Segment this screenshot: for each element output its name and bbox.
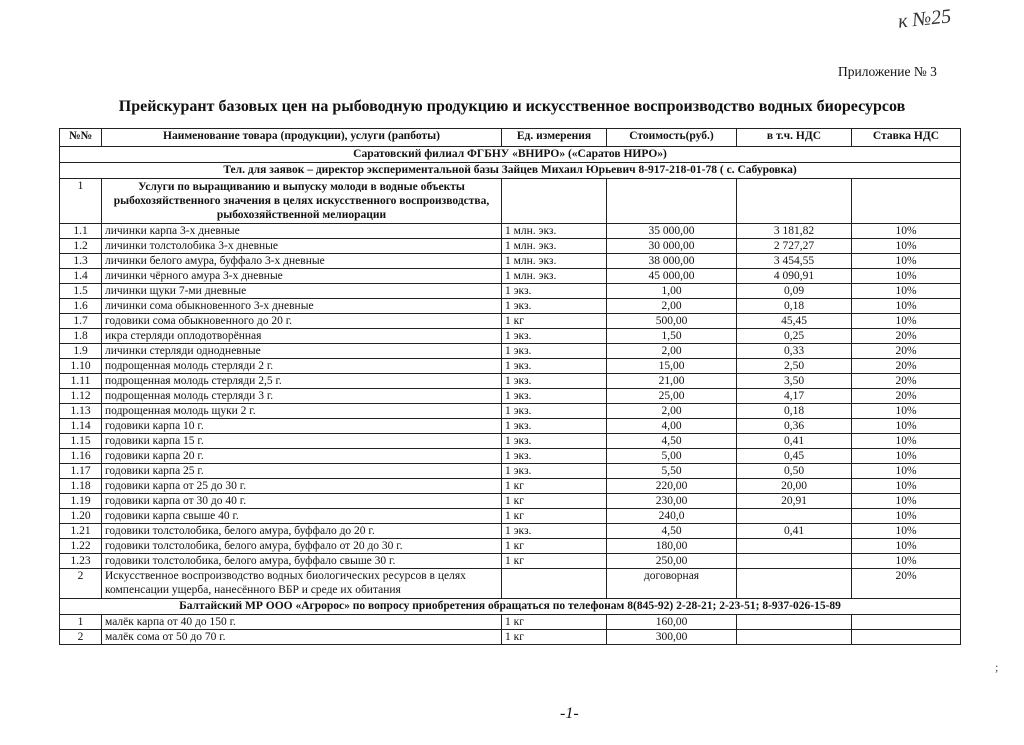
row-name: личинки чёрного амура 3-х дневные — [102, 269, 502, 284]
table-row — [60, 374, 961, 389]
empty-cell — [737, 569, 852, 599]
row-price: 160,00 — [607, 615, 737, 630]
row-number: 1.3 — [60, 254, 102, 269]
row-rate: 10% — [852, 494, 961, 509]
row-vat: 20,00 — [737, 479, 852, 494]
row-unit: 1 экз. — [502, 374, 607, 389]
table-row — [60, 224, 961, 239]
col-header-name: Наименование товара (продукции), услуги (рапботы) — [102, 129, 502, 147]
row-name: личинки белого амура, буффало 3-х дневные — [102, 254, 502, 269]
table-row — [60, 299, 961, 314]
row-vat — [737, 615, 852, 630]
service2-name: Искусственное воспроизводство водных биологических ресурсов в целях компенсации ущерба, нанесённого ВБР и среде их обитания — [102, 569, 502, 599]
handwritten-note: к №25 — [896, 5, 953, 33]
row-vat: 0,41 — [737, 434, 852, 449]
service-row — [60, 179, 961, 224]
empty-cell — [607, 179, 737, 224]
row-vat: 0,33 — [737, 344, 852, 359]
row-price: 180,00 — [607, 539, 737, 554]
table-row — [60, 419, 961, 434]
row-unit: 1 млн. экз. — [502, 254, 607, 269]
row-rate: 10% — [852, 464, 961, 479]
table-row — [60, 329, 961, 344]
row-vat — [737, 509, 852, 524]
row-number: 1.19 — [60, 494, 102, 509]
row-vat: 3 454,55 — [737, 254, 852, 269]
table-row — [60, 314, 961, 329]
col-header-number: №№ — [60, 129, 102, 147]
row-rate: 10% — [852, 509, 961, 524]
stray-mark: ; — [995, 660, 999, 674]
col-header-unit: Ед. измерения — [502, 129, 607, 147]
service2-rate: 20% — [852, 569, 961, 599]
row-rate: 10% — [852, 314, 961, 329]
row-name: подрощенная молодь стерляди 2,5 г. — [102, 374, 502, 389]
table-row — [60, 524, 961, 539]
col-header-vat: в т.ч. НДС — [737, 129, 852, 147]
row-name: малёк сома от 50 до 70 г. — [102, 630, 502, 645]
table-row — [60, 464, 961, 479]
row-unit: 1 экз. — [502, 299, 607, 314]
row-name: годовики сома обыкновенного до 20 г. — [102, 314, 502, 329]
row-unit: 1 кг — [502, 479, 607, 494]
row-price: 300,00 — [607, 630, 737, 645]
appendix-label: Приложение № 3 — [838, 64, 937, 79]
row-unit: 1 кг — [502, 494, 607, 509]
row-number: 1.10 — [60, 359, 102, 374]
row-rate: 10% — [852, 539, 961, 554]
row-unit: 1 кг — [502, 630, 607, 645]
row-price: 15,00 — [607, 359, 737, 374]
row-vat — [737, 630, 852, 645]
row-name: подрощенная молодь щуки 2 г. — [102, 404, 502, 419]
row-name: годовики карпа 10 г. — [102, 419, 502, 434]
row-price: 1,00 — [607, 284, 737, 299]
row-vat: 0,45 — [737, 449, 852, 464]
row-price: 4,00 — [607, 419, 737, 434]
row-unit: 1 экз. — [502, 329, 607, 344]
row-price: 30 000,00 — [607, 239, 737, 254]
section2-org-row — [60, 599, 961, 615]
section-org-row — [60, 147, 961, 163]
row-rate: 10% — [852, 419, 961, 434]
row-unit: 1 кг — [502, 554, 607, 569]
row-rate: 10% — [852, 254, 961, 269]
row-number: 1.21 — [60, 524, 102, 539]
row-price: 250,00 — [607, 554, 737, 569]
row-number: 1.16 — [60, 449, 102, 464]
row-number: 1.8 — [60, 329, 102, 344]
section-org-saratov: Саратовский филиал ФГБНУ «ВНИРО» («Саратов НИРО») — [60, 147, 961, 163]
row-number: 1.11 — [60, 374, 102, 389]
row-vat: 0,09 — [737, 284, 852, 299]
row-number: 1.22 — [60, 539, 102, 554]
table-row — [60, 630, 961, 645]
row-name: годовики карпа свыше 40 г. — [102, 509, 502, 524]
table-row — [60, 359, 961, 374]
row-rate: 20% — [852, 374, 961, 389]
row-unit: 1 экз. — [502, 449, 607, 464]
row-vat: 0,18 — [737, 404, 852, 419]
row-price: 25,00 — [607, 389, 737, 404]
row-unit: 1 экз. — [502, 389, 607, 404]
row-unit: 1 экз. — [502, 524, 607, 539]
row-vat: 0,41 — [737, 524, 852, 539]
row-rate: 10% — [852, 479, 961, 494]
row-rate: 10% — [852, 299, 961, 314]
table-row — [60, 479, 961, 494]
row-price: 38 000,00 — [607, 254, 737, 269]
row-number: 1.14 — [60, 419, 102, 434]
row-rate: 10% — [852, 239, 961, 254]
row-unit: 1 экз. — [502, 359, 607, 374]
row-price: 2,00 — [607, 299, 737, 314]
row-number: 1.5 — [60, 284, 102, 299]
row-vat — [737, 539, 852, 554]
row-name: годовики толстолобика, белого амура, буффало от 20 до 30 г. — [102, 539, 502, 554]
row-number: 1.7 — [60, 314, 102, 329]
row-number: 1.6 — [60, 299, 102, 314]
row-name: годовики толстолобика, белого амура, буффало до 20 г. — [102, 524, 502, 539]
row-vat: 3,50 — [737, 374, 852, 389]
row-rate: 20% — [852, 329, 961, 344]
row-rate: 10% — [852, 434, 961, 449]
row-price: 230,00 — [607, 494, 737, 509]
row-rate: 10% — [852, 224, 961, 239]
row-vat: 4,17 — [737, 389, 852, 404]
row-name: личинки стерляди однодневные — [102, 344, 502, 359]
row-name: подрощенная молодь стерляди 3 г. — [102, 389, 502, 404]
row-rate: 20% — [852, 344, 961, 359]
row-unit: 1 экз. — [502, 404, 607, 419]
row-number: 1.12 — [60, 389, 102, 404]
service2-number: 2 — [60, 569, 102, 599]
row-vat: 45,45 — [737, 314, 852, 329]
row-name: годовики толстолобика, белого амура, буффало свыше 30 г. — [102, 554, 502, 569]
row-name: малёк карпа от 40 до 150 г. — [102, 615, 502, 630]
row-vat: 0,50 — [737, 464, 852, 479]
table-row — [60, 404, 961, 419]
table-row — [60, 434, 961, 449]
service-name: Услуги по выращиванию и выпуску молоди в водные объекты рыбохозяйственного значения в целях искусственного воспроизводства, рыбохозяйственной мелиорации — [102, 179, 502, 224]
row-unit: 1 кг — [502, 509, 607, 524]
empty-cell — [502, 179, 607, 224]
row-price: 240,0 — [607, 509, 737, 524]
row-price: 5,00 — [607, 449, 737, 464]
row-price: 1,50 — [607, 329, 737, 344]
table-row — [60, 615, 961, 630]
row-name: личинки сома обыкновенного 3-х дневные — [102, 299, 502, 314]
row-vat: 2 727,27 — [737, 239, 852, 254]
price-table — [59, 128, 961, 645]
row-number: 1.2 — [60, 239, 102, 254]
col-header-rate: Ставка НДС — [852, 129, 961, 147]
row-name: годовики карпа 20 г. — [102, 449, 502, 464]
row-unit: 1 кг — [502, 314, 607, 329]
row-name: личинки толстолобика 3-х дневные — [102, 239, 502, 254]
col-header-price: Стоимость(руб.) — [607, 129, 737, 147]
empty-cell — [737, 179, 852, 224]
row-unit: 1 млн. экз. — [502, 239, 607, 254]
row-number: 1.4 — [60, 269, 102, 284]
table-row — [60, 344, 961, 359]
row-name: личинки карпа 3-х дневные — [102, 224, 502, 239]
row-unit: 1 млн. экз. — [502, 224, 607, 239]
row-unit: 1 экз. — [502, 434, 607, 449]
row-rate: 10% — [852, 404, 961, 419]
row-unit: 1 кг — [502, 615, 607, 630]
row-unit: 1 экз. — [502, 284, 607, 299]
section-phone: Тел. для заявок – директор экспериментальной базы Зайцев Михаил Юрьевич 8-917-218-01-78 ( с. Сабуровка) — [60, 163, 961, 179]
row-price: 2,00 — [607, 344, 737, 359]
row-name: личинки щуки 7-ми дневные — [102, 284, 502, 299]
row-vat — [737, 554, 852, 569]
page-number: -1- — [560, 705, 579, 722]
row-price: 4,50 — [607, 434, 737, 449]
row-number: 1.13 — [60, 404, 102, 419]
row-vat: 0,25 — [737, 329, 852, 344]
table-row — [60, 239, 961, 254]
row-unit: 1 экз. — [502, 419, 607, 434]
row-vat: 3 181,82 — [737, 224, 852, 239]
row-price: 2,00 — [607, 404, 737, 419]
row-number: 1.20 — [60, 509, 102, 524]
row-number: 1.18 — [60, 479, 102, 494]
row-rate: 10% — [852, 524, 961, 539]
row-price: 35 000,00 — [607, 224, 737, 239]
row-price: 45 000,00 — [607, 269, 737, 284]
table-row — [60, 254, 961, 269]
row-number: 1.1 — [60, 224, 102, 239]
row-rate: 10% — [852, 449, 961, 464]
row-rate: 20% — [852, 389, 961, 404]
table-row — [60, 389, 961, 404]
section-phone-row — [60, 163, 961, 179]
table-row — [60, 554, 961, 569]
row-vat: 20,91 — [737, 494, 852, 509]
row-name: годовики карпа 25 г. — [102, 464, 502, 479]
row-vat: 2,50 — [737, 359, 852, 374]
row-unit: 1 млн. экз. — [502, 269, 607, 284]
row-rate — [852, 615, 961, 630]
row-name: годовики карпа от 30 до 40 г. — [102, 494, 502, 509]
row-number: 1.23 — [60, 554, 102, 569]
row-name: годовики карпа от 25 до 30 г. — [102, 479, 502, 494]
row-rate: 10% — [852, 554, 961, 569]
empty-cell — [852, 179, 961, 224]
row-vat: 4 090,91 — [737, 269, 852, 284]
table-row — [60, 494, 961, 509]
row-price: 500,00 — [607, 314, 737, 329]
row-price: 220,00 — [607, 479, 737, 494]
table-row — [60, 539, 961, 554]
table-row — [60, 269, 961, 284]
section-org-baltay: Балтайский МР ООО «Агророс» по вопросу приобретения обращаться по телефонам 8(845-92) 2-28-21; 2-23-51; 8-937-026-15-89 — [60, 599, 961, 615]
row-rate: 20% — [852, 359, 961, 374]
service2-row — [60, 569, 961, 599]
service-number: 1 — [60, 179, 102, 224]
row-name: годовики карпа 15 г. — [102, 434, 502, 449]
table-row — [60, 509, 961, 524]
table-row — [60, 284, 961, 299]
row-vat: 0,36 — [737, 419, 852, 434]
row-unit: 1 экз. — [502, 464, 607, 479]
service2-price: договорная — [607, 569, 737, 599]
row-unit: 1 экз. — [502, 344, 607, 359]
document-title: Прейскурант базовых цен на рыбоводную продукцию и искусственное воспроизводство водных биоресурсов — [118, 98, 906, 115]
row-name: подрощенная молодь стерляди 2 г. — [102, 359, 502, 374]
row-price: 4,50 — [607, 524, 737, 539]
row-rate: 10% — [852, 284, 961, 299]
empty-cell — [502, 569, 607, 599]
row-number: 1 — [60, 615, 102, 630]
row-rate — [852, 630, 961, 645]
row-number: 1.9 — [60, 344, 102, 359]
row-price: 5,50 — [607, 464, 737, 479]
row-unit: 1 кг — [502, 539, 607, 554]
row-number: 1.15 — [60, 434, 102, 449]
table-row — [60, 449, 961, 464]
row-name: икра стерляди оплодотворённая — [102, 329, 502, 344]
row-number: 1.17 — [60, 464, 102, 479]
row-rate: 10% — [852, 269, 961, 284]
table-header-row — [60, 129, 961, 147]
row-vat: 0,18 — [737, 299, 852, 314]
row-number: 2 — [60, 630, 102, 645]
row-price: 21,00 — [607, 374, 737, 389]
